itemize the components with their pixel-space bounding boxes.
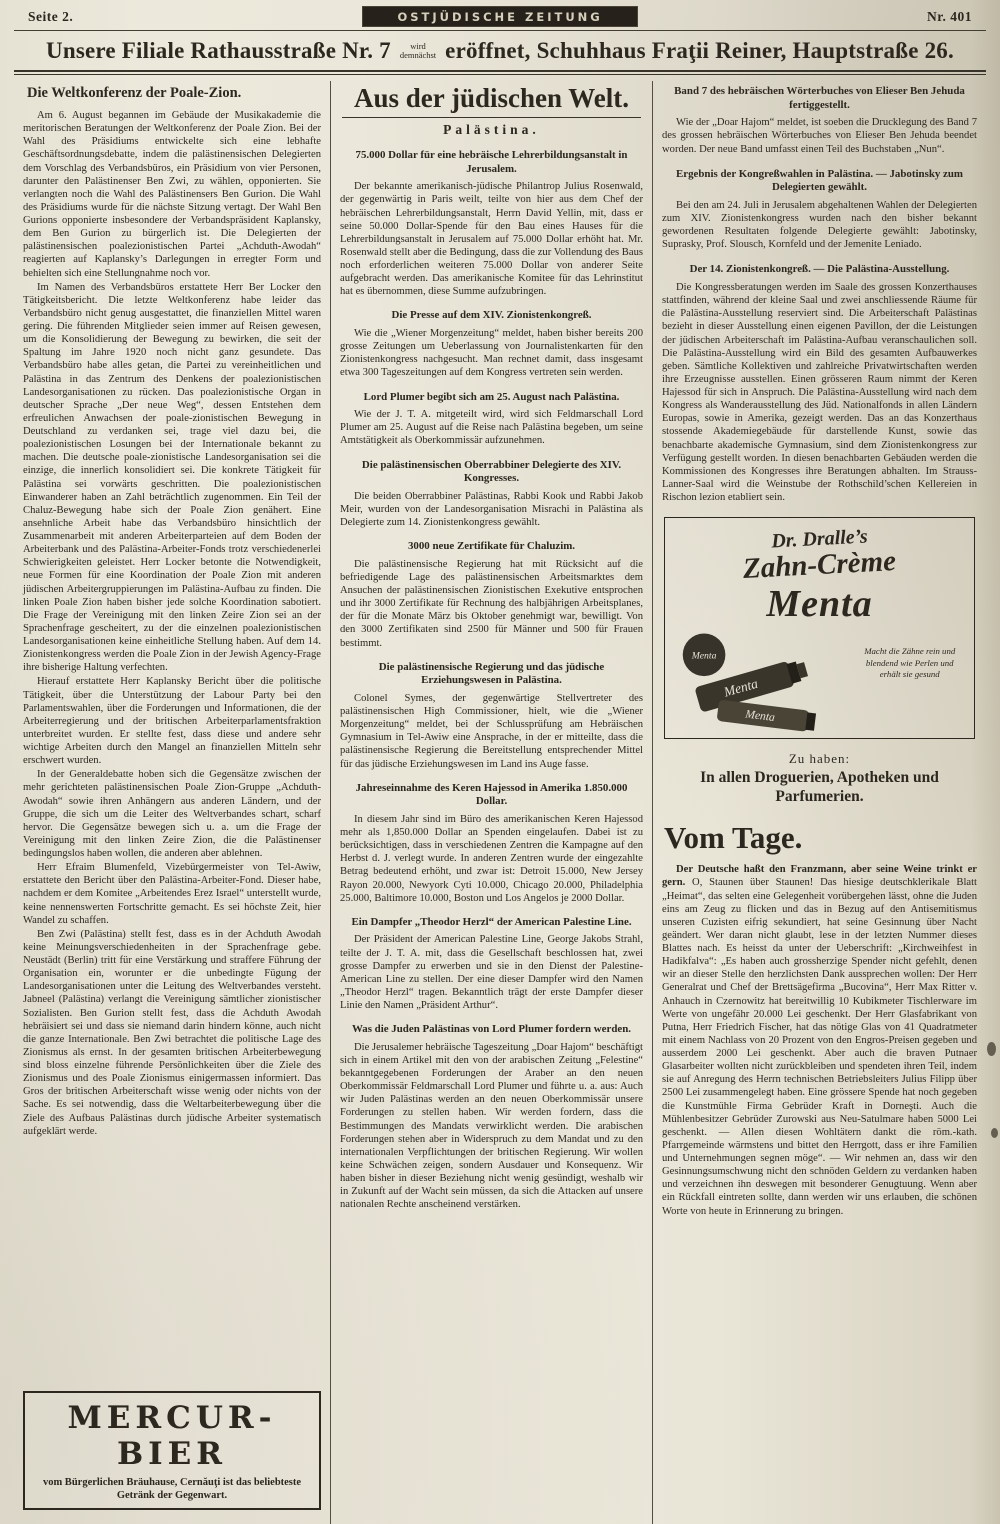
subarticle-heading: Die Presse auf dem XIV. Zionistenkongreß.	[391, 309, 592, 322]
dralle-name-text: Menta	[766, 583, 873, 626]
subarticle-body: Colonel Symes, der gegenwärtige Stellvertreter des palästinensischen High Commissioner, hielt, wie die „Wiener Morgenzeitung“ meldet, bei der Schlussprüfung am Hebräischen Gymnasium in Tel-Awiw eine Ansprache, in der er mitteilte, dass die palästinensische Regierung die Bereitstellung entsprechender Mittel für das jüdische Erziehungswesen im Land ins Auge fasse.	[340, 692, 643, 770]
vom-tage-body	[662, 863, 977, 1217]
subarticle-heading: Die palästinensischen Oberrabbiner Delegierte des XIV. Kongresses.	[361, 458, 622, 485]
subarticle-heading: Lord Plumer begibt sich am 25. August nach Palästina.	[363, 390, 620, 403]
advertisement-mercur-bier	[23, 1391, 321, 1510]
column-3	[652, 81, 986, 1524]
subarticle-body: In diesem Jahr sind im Büro des amerikanischen Keren Hajessod mehr als 1,850.000 Dollar an Spenden eingelaufen. Dabei ist zu berücksichtigen, dass in verschiedenen Zentren die Kampagne auf den Herbst d. J. verlegt wurde. In anderen Zentren wurde der eingezahlte Betrag bedeutend erhöht, und zwar ist: Detroit 15.000, New Jersey Rayon 20.000, Newyork Cyti 10.000, Chicago 20.000, Philadelphia 25.000, Baltimore 10.000, Boston und Los Angelos je 2000 Dollar.	[340, 813, 643, 904]
vom-tage-title: Vom Tage.	[664, 820, 803, 856]
subarticle-heading: Ein Dampfer „Theodor Herzl“ der American Palestine Line.	[351, 915, 632, 928]
mercur-bier-text: vom Bürgerlichen Bräuhause, Cernăuţi ist das beliebteste Getränk der Gegenwart.	[42, 1476, 302, 1501]
tube-label: Menta	[722, 675, 760, 700]
dralle-slogan-text: Macht die Zähne rein und blendend wie Perlen und erhält sie gesund	[864, 646, 956, 679]
page-header	[0, 0, 1000, 30]
toothpaste-tubes-illustration	[675, 628, 847, 732]
banner-stack-bottom: demnächst	[399, 50, 437, 60]
banner-stacked-words	[400, 42, 436, 60]
subarticle-heading: Jahreseinnahme des Keren Hajessod in Amerika 1.850.000 Dollar.	[355, 781, 628, 808]
subarticle-heading: Band 7 des hebräischen Wörterbuches von Elieser Ben Jehuda fertiggestellt.	[674, 85, 965, 111]
subarticle-heading: Was die Juden Palästinas von Lord Plumer fordern werden.	[351, 1023, 632, 1036]
dralle-availability-text: In allen Droguerien, Apotheken und Parfumerien.	[700, 769, 939, 805]
column-2	[330, 81, 652, 1524]
banner-headline-part2: eröffnet, Schuhhaus Fraţii Reiner, Hauptstraße 26.	[445, 38, 954, 63]
article-paragraph: Hierauf erstattete Herr Kaplansky Bericht über die politische Tätigkeit, über die Unterstützung der Labour Party bei den Parlamentswahlen, über die Forderungen und Informationen, die der Arbeiterregierung und der britischen Arbeiterparlamentsfraktion unterbreitet wurden. Er stellte fest, dass diese und andere sehr wichtige Arbeiten durch den Mangel an finanziellen Mitteln sehr erschwert wurden.	[23, 676, 321, 767]
dralle-brand-text: Dr. Dralle’s	[770, 525, 869, 553]
vom-tage-text: O, Staunen über Staunen! Das hiesige deutschklerikale Blatt „Heimat“, das selten eine Gelegenheit vorübergehen lässt, ohne die Juden eins am Zeug zu flicken und das in Bezug auf den Antisemitismus unseren Cuzisten eifrig sekundiert, hat seine Gesinnung über Nacht geändert. Wer daran nicht glaubt, lese in der letzten Nummer dieses Blattes nach. Es heisst da unter der Ueberschrift: „Kirchweihfest in Hadikfalva“: „Es haben auch grossherzige Spender nicht gefehlt, denen wir an dieser Stelle den herzlichsten Dank aussprechen wollen: Der Herr Generalrat und Chef der Brettsägefirma „Bucovina“, Herr Max Ritter v. Anhauch in Czernowitz hat bereitwillig 10 Kubikmeter Tischlerware im Werte von ungefähr 20.000 Lei geschenkt. Der Herr Glasfabrikant von Putna, Herr Friedrich Fischer, hat das nötige Glas von 41 Quadratmeter mit einem Nachlass von 20 Prozent von den Engros-Preisen gegeben und ausserdem 2000 Lei geschenkt. Aber auch die braven Putnaer Glasarbeiter wollten nicht zurückbleiben und spendeten ihren Teil, indem sie auf Anregung des Herrn technischen Betriebsleiters Julius Filipp über 2500 Lei zusammengelegt haben. Eine grössere Spende hat noch gegeben die Kunstmühle Firma Gebrüder Kraft in Dorneşti. Auch die Mühlenbesitzer Gebrüder Zurowski aus Neu-Satulmare haben 5000 Lei geschenkt. — Allen diesen Wohltätern dankt die röm.-kath. Pfarrgemeinde wärmstens und bittet den Herrgott, dass er ihre Familien und Unternehmungen segnen möge“. — Wir nehmen an, dass wir den Gesinnungsumschwung nicht den schnöden Geldern zu verdanken haben und verzeichnen ihn deswegen mit besonderer Genugtuung. Wenn aber ein Rückfall eintreten sollte, dann werden wir uns erlauben, die schönen Worte von heute in Erinnerung zu bringen.	[662, 877, 977, 1217]
column-layout	[0, 75, 1000, 1524]
subarticle-heading: Ergebnis der Kongreßwahlen in Palästina. — Jabotinsky zum Delegierten gewählt.	[675, 167, 964, 194]
scan-artifact	[991, 1128, 998, 1138]
subarticle-body: Die beiden Oberrabbiner Palästinas, Rabbi Kook und Rabbi Jakob Meir, wurden von der Landesorganisation Misrachi in Palästina als Delegierte zum 14. Zionistenkongress gewählt.	[340, 490, 643, 528]
section-title-jewish-world: Aus der jüdischen Welt.	[342, 83, 641, 118]
advertisement-dralle-zahncreme	[664, 517, 975, 739]
vom-tage-lead: Der Deutsche haßt den Franzmann, aber seine Weine trinkt er gern.	[662, 864, 977, 889]
subarticle-heading: Der 14. Zionistenkongreß. — Die Palästina-Ausstellung.	[689, 263, 950, 276]
subarticle-body: Bei den am 24. Juli in Jerusalem abgehaltenen Wahlen der Delegierten zum XIV. Zionistenkongress wurden nach den bisher bekannt gewordenen Resultaten folgende Delegierte gewählt: Jabotinsky, Suprasky, Prof. Slousch, Kornfeld und der Jemenite Leniado.	[662, 199, 977, 251]
article-paragraph: Am 6. August begannen im Gebäude der Musikakademie die meritorischen Beratungen der Weltkonferenz der Poale Zion. Bei der Wahl des Präsidiums entwickelte sich eine lebhafte Geschäftsordnungsdebatte, indem die palästinensischen Delegierten dem Vorschlag des Verbandsbüros, ein Präsidium von vier Personen, darunter den Palästinenser Ben Zwi, zu wählen, opponierten. Sie verlangten noch die Wahl des Palästinensers Ben Gurion. Die Wahl des Präsidiums wurde für die nächste Sitzung vertagt. Der Wahl Ben Gurions opponierte insbesondere der Verbandspräsident Kaplansky, dem Ben Gurion zu bürgerlich ist. Die Delegierten der palästinensischen poalezionistischen Partei „Achduth-Awodah“ reagierten auf Kaplansky’s Darlegungen in erregter Form und behielten sich eine Stellungnahme noch vor.	[23, 110, 321, 279]
dralle-availability-intro: Zu haben:	[788, 751, 851, 767]
subarticle-body: Wie der J. T. A. mitgeteilt wird, wird sich Feldmarschall Lord Plumer am 25. August auf die Reise nach Palästina begeben, um seine Amtstätigkeit als Oberkommissär aufzunehmen.	[340, 409, 643, 447]
subarticle-body: Der bekannte amerikanisch-jüdische Philantrop Julius Rosenwald, der gegenwärtig in Paris weilt, teilte von hier aus dem Chef der hebräischen Lehrerbildungsanstalt, Herrn David Yellin, mit, dass er seine 50.000 Dollar-Spende für den Bau eines Hauses für die Lehrerbildungsanstalt in Jerusalem auf 75.000 Dollar erhöht hat. Mr. Rosenwald stellt aber die Bedingung, dass die zur Vollendung des Baus noch erforderlichen weiteren 75.000 Dollar von anderer Seite aufgebracht werden. Das amerikanische Komitee für das Lehrinstitut hat es übernommen, diese Summe aufzubringen.	[340, 181, 643, 298]
scan-artifact	[987, 1042, 996, 1056]
page-number-label: Seite 2.	[28, 8, 74, 24]
subarticle-heading: 3000 neue Zertifikate für Chaluzim.	[407, 540, 576, 553]
article-paragraph: Herr Efraim Blumenfeld, Vizebürgermeister von Tel-Awiw, erstattete den Bericht über den Palästina-Arbeiter-Fond. Dieser habe, nachdem er dem Komitee „Arbeitendes Erez Israel“ unterstellt wurde, keine nennenswerten Fortschritte gemacht. Es sei höchste Zeit, hier Wandel zu schaffen.	[23, 862, 321, 926]
newspaper-masthead: OSTJÜDISCHE ZEITUNG	[363, 7, 636, 26]
article-paragraph: Im Namen des Verbandsbüros erstattete Herr Ber Locker den Tätigkeitsbericht. Die letzte Weltkonferenz habe leider das Verbandsbüro nicht genug ausgestattet, die finanziellen Mittel waren gering. Die führenden Mitglieder seien immer auf Reisen gewesen, um die Konsolidierung der Bewegung zu bewirken, die seit der Spaltung im Jahre 1920 noch nicht ganz gesundete. Das Verbandsbüro habe alles getan, die Partei zu vereinheitlichen und Palästina in das Zentrum des Denkens der poalezionistischen Landesorganisationen zu rücken. Das poalezionistische Organ in deutscher Sprache „Der neue Weg“, dessen Entstehen dem erfreulichen Anwachsen der poale-zionistischen Bewegung in Deutschland zu verdanken sei, trage viel dazu bei, die poalezionistischen Losungen bei der Internationale bekannt zu machen. Die deutsche poale-zionistische Landesorganisation sei die einzige, die innerlich konsolidiert sei. Die konkrete Tätigkeit für Palästina sei vorwärts geschritten. Die poalezionistischen Einwanderer haben an Zahl beträchtlich zugenommen. Ein Teil der Chaluz-Bewegung habe sich der Poale Zion genähert. Eine ansehnliche Arbeit habe das Verbandsbüro hinsichtlich der Zusammenarbeit mit anderen Arbeiterparteien auf dem Boden der Arbeiterbank und des Palästina-Arbeiter-Fonds trotz verschiedenerlei Schwierigkeiten geleistet. Herr Locker betonte die Notwendigkeit, neue Formen für eine Koordination der Poale Zion mit anderen jüdischen Arbeitergruppierungen im Palästina-Aufbau zu finden. Die linken Poale Zion haben bisher jede solche Koordination sabotiert. Die Frage der Vereinigung mit den linken Zeire Zion sei an der Sprachenfrage gescheitert, zu der die einzelnen poalezionistischen Landesorganisationen keine einheitliche Stellung haben. Auf dem 14. Zionistenkongress werden die Poale Zion in der Jewish Agency-Frage ihre bisherige Haltung verfechten.	[23, 281, 321, 674]
subarticle-body: Die Kongressberatungen werden im Saale des grossen Konzerthauses stattfinden, während der kleine Saal und zwei anschliessende Räume für die Palästina-Ausstellung reserviert sind. Die Arbeiterschaft Palästinas bezieht in dieser Ausstellung einen eigenen Pavillon, der die Leistungen der jüdischen Arbeiterschaft im Palästina-Aufbau veranschaulichen soll. Die Palästina-Ausstellung wird ein Bild des gesamten Aufbauwerkes geben. Sämtliche Kollektiven und zahlreiche Privatwirtschaften werden ihre Erzeugnisse ausstellen. Einen grösseren Raum nimmt der Keren Hajessod für sich in Anspruch. Die Palästina-Ausstellung wird nach dem Kongress als Wanderausstellung des Jüd. Nationalfonds in allen Ländern Europas, sowie in Amerika, gezeigt werden. Das an das Konzerthaus stossende Akademiegebäude für darstellende Kunst, sowie das benachbarte akademische Gymnasium, sind dem Zionistenkongress zur Verfügung gestellt worden. In diesen benachbarten Gebäuden werden die Kommissionen des Kongresses ihre Beratungen abhalten. Im Strauss-Lanner-Saal wird die Weinstube der Rothschild’schen Kellereien in Rischon lezion etabliert sein.	[662, 282, 977, 503]
issue-number-label: Nr. 401	[926, 8, 972, 24]
article-paragraph: Ben Zwi (Palästina) stellt fest, dass es in der Achduth Awodah keine Meinungsverschiedenheiten in der Sprachenfrage gebe. Neustädt (Berlin) tritt für eine Verstärkung und straffere Führung der Organisation ein, worunter er die unbedingte Fügung der Landesorganisationen unter die Leitung des Weltverbandes versteht. Jabneel (Palästina) verlangt die Vereinigung sämtlicher zionistischer Sozialisten. Ben Gurion stellt fest, dass die Achduth Awodah hebräisiert sei und dass sie niemand darin hindern könne, auch nicht die ganze Internationale. Ben Zwi betrachtet die politische Lage des Zionismus als ernst. In der gesamten britischen Arbeiterbewegung sind bloss einzelne führende Persönlichkeiten über die Ziele des Zionismus und des Poale Zionismus einigermassen informiert. Das Gros der britischen Arbeiterschaft wisse wenig oder nichts von der Sache. Es sei notwendig, dass die Weltarbeiterbewegung über die Ziele des Aufbaus Palästinas durch jüdische Arbeiter systematisch aufgeklärt werde.	[23, 928, 321, 1137]
subarticle-body: Wie die „Wiener Morgenzeitung“ meldet, haben bisher bereits 200 grosse Zeitungen um Ueberlassung von Journalistenkarten für den Zionistenkongress nachgesucht. Man rechnet damit, dass insgesamt etwa 300 Tageszeitungen auf dem Kongress vertreten sein werden.	[340, 328, 643, 379]
subarticle-heading: 75.000 Dollar für eine hebräische Lehrerbildungsanstalt in Jerusalem.	[355, 149, 628, 175]
tube-seal-label: Menta	[691, 650, 717, 662]
column-1	[14, 81, 330, 1524]
subarticle-body: Der Präsident der American Palestine Line, George Jakobs Strahl, teilte der J. T. A. mit, dass die Gesellschaft beschlossen hat, zwei grosse Dampfer zu erwerben und sie in den Dienst der Palestine-American Line zu stellen. Der eine dieser Dampfer wird den Namen „Theodor Herzl“ tragen. Bekanntlich trägt der erste Dampfer dieser Linie den Namen „Präsident Arthur“.	[340, 934, 643, 1011]
subarticle-body: Wie der „Doar Hajom“ meldet, ist soeben die Drucklegung des Band 7 des grossen hebräischen Wörterbuches von Elieser Ben Jehuda beendet worden. Der neue Band umfasst einen Teil des Buchstaben „Nun“.	[662, 117, 977, 155]
subarticle-heading: Die palästinensische Regierung und das jüdische Erziehungswesen in Palästina.	[378, 660, 605, 687]
tube-label: Menta	[744, 707, 776, 725]
dralle-product-text: Zahn-Crème	[742, 545, 897, 586]
subarticle-body: Die Jerusalemer hebräische Tageszeitung „Doar Hajom“ beschäftigt sich in einem Artikel mit den von der arabischen Zeitung „Felestine“ bekanntgegebenen Forderungen der Araber an den neuen Oberkommissär Feldmarschall Lord Plumer und führte u. a. aus: Auch wir Juden Palästinas werden an den neuen Oberkommissär unsere Forderungen zu stellen haben. Wir werden fordern, dass die Bestimmungen des Mandats verwirklicht werden. Die arabischen Forderungen stehen aber in Widerspruch zu dem Mandat und zu den internationalen Verpflichtungen der britischen Regierung. Wir wollen keine Schwächen zeigen, sondern Ausdauer und Konsequenz. Wir haben bisher in dieser Beziehung nicht wenig gesündigt, weshalb wir in Zukunft auf der Wacht sein müssen, da sich die Attacken auf unsere nationalen Rechte anscheinend verstärken.	[340, 1041, 643, 1211]
banner-headline	[0, 31, 1000, 70]
banner-headline-part1: Unsere Filiale Rathausstraße Nr. 7	[46, 38, 391, 63]
article-paragraph: In der Generaldebatte hoben sich die Gegensätze zwischen der mehr gerichteten palästinensischen Poale Zion-Gruppe „Achduth-Awodah“ sowie ihren Anhängern aus anderen Ländern, und der Gruppe, die sich um die Leiter des Weltverbandes schart, scharf hervor. Die Gegensätze bewegen sich u. a. um die Frage der Vereinigung mit den linken Zeire Zion, die die Palästinenser bedingungslos haben wollen, die anderen aber ablehnen.	[23, 769, 321, 859]
subsection-title-palaestina: Palästina.	[443, 122, 540, 137]
article-title-weltkonferenz: Die Weltkonferenz der Poale-Zion.	[27, 85, 242, 101]
banner-stack-top: wird	[410, 41, 426, 52]
mercur-bier-title: MERCUR-BIER	[67, 1399, 277, 1472]
subarticle-body: Die palästinensische Regierung hat mit Rücksicht auf die befriedigende Lage des palästinensischen Arbeitsmarktes dem Ansuchen der palästinensischen Zionistischen Exekutive entsprochen und ihr 3000 Zertifikate für Rechnung des halbjährigen Arbeitsplanes, der für die Monate März bis Oktober genehmigt war, bewilligt. Von den 3000 Zertifikaten sind 2500 für Männer und 500 für Frauen bestimmt.	[340, 558, 643, 649]
dralle-illustration-row	[675, 628, 964, 732]
